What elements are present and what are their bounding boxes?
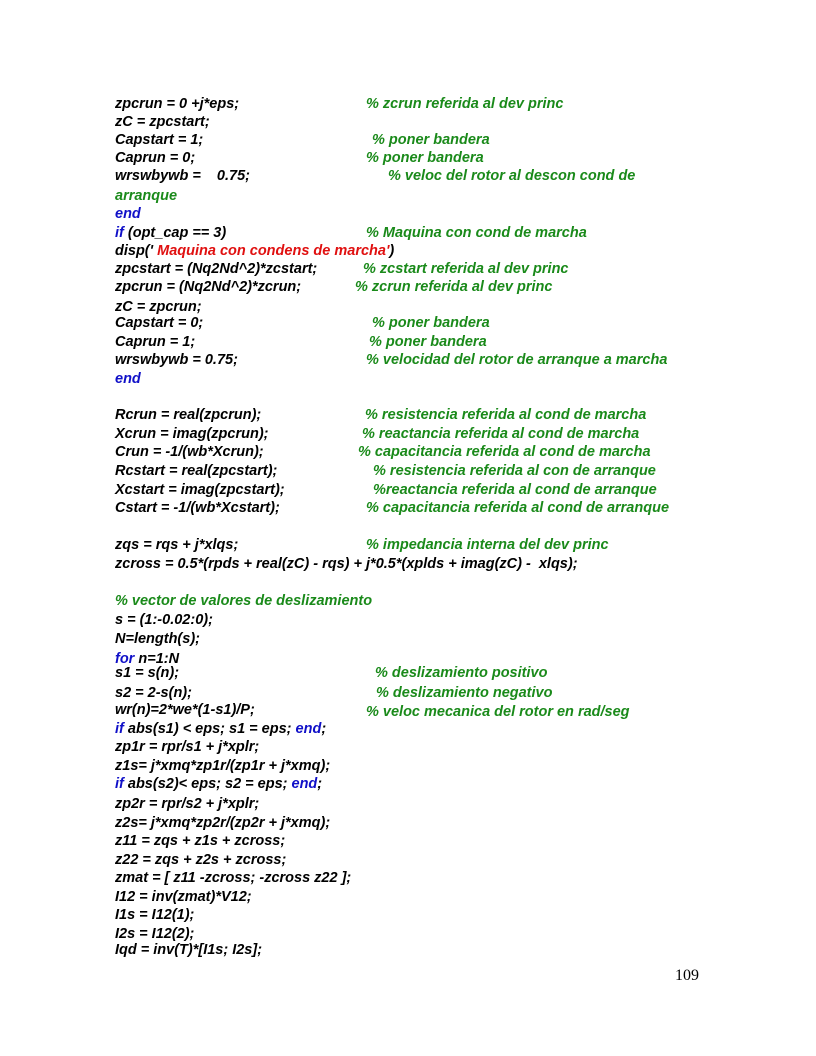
code-line: zpcstart = (Nq2Nd^2)*zcstart;: [115, 261, 318, 277]
code-keyword: if: [115, 225, 124, 241]
code-line: zmat = [ z11 -zcross; -zcross z22 ];: [115, 870, 352, 886]
code-comment: % velocidad del rotor de arranque a marcha: [366, 352, 668, 368]
code-comment: % resistencia referida al con de arranque: [373, 463, 656, 479]
code-comment-line: % vector de valores de deslizamiento: [115, 593, 373, 609]
code-comment: % zcstart referida al dev princ: [363, 261, 569, 277]
code-comment: % reactancia referida al cond de marcha: [362, 426, 640, 442]
code-line: Iqd = inv(T)*[I1s; I2s];: [115, 942, 263, 958]
code-keyword-line: end: [115, 206, 141, 222]
code-line: wrswbywb = 0.75;: [115, 352, 238, 368]
code-comment: % veloc mecanica del rotor en rad/seg: [366, 704, 630, 720]
code-line: Capstart = 0;: [115, 315, 204, 331]
code-line: Xcrun = imag(zpcrun);: [115, 426, 269, 442]
code-keyword: if: [115, 776, 124, 792]
code-comment: % deslizamiento positivo: [375, 665, 548, 681]
code-comment: % poner bandera: [372, 132, 490, 148]
code-comment: % zcrun referida al dev princ: [355, 279, 553, 295]
code-text: disp(': [115, 243, 154, 259]
code-line: zp2r = rpr/s2 + j*xplr;: [115, 796, 260, 812]
code-line: Crun = -1/(wb*Xcrun);: [115, 444, 264, 460]
code-text: zpcrun = 0 +j*eps;: [115, 96, 240, 112]
code-line: [115, 242, 394, 260]
code-line: zpcrun = (Nq2Nd^2)*zcrun;: [115, 279, 302, 295]
code-line: z22 = zqs + z2s + zcross;: [115, 852, 287, 868]
code-text: ;: [317, 776, 323, 792]
code-line: s1 = s(n);: [115, 665, 180, 681]
code-line: zcross = 0.5*(rpds + real(zC) - rqs) + j*0.5*(xplds + imag(zC) - xlqs);: [115, 556, 578, 572]
code-line: zC = zpcstart;: [115, 114, 210, 130]
code-line: Capstart = 1;: [115, 132, 204, 148]
code-comment: % capacitancia referida al cond de arranque: [366, 500, 670, 516]
code-comment: % impedancia interna del dev princ: [366, 537, 609, 553]
code-keyword: end: [291, 776, 318, 792]
page-number: 109: [675, 967, 699, 984]
code-comment: % poner bandera: [366, 150, 484, 166]
code-line: Rcstart = real(zpcstart);: [115, 463, 278, 479]
code-line: Caprun = 0;: [115, 150, 196, 166]
code-text: ): [389, 243, 395, 259]
code-line: zC = zpcrun;: [115, 299, 202, 315]
code-line: Cstart = -1/(wb*Xcstart);: [115, 500, 280, 516]
code-line: zqs = rqs + j*xlqs;: [115, 537, 239, 553]
code-line: Caprun = 1;: [115, 334, 196, 350]
code-comment: % Maquina con cond de marcha: [366, 225, 587, 241]
code-line: I2s = I12(2);: [115, 926, 195, 942]
code-line: Xcstart = imag(zpcstart);: [115, 482, 285, 498]
code-text: ;: [321, 721, 327, 737]
code-text: (opt_cap == 3): [123, 225, 227, 241]
code-keyword-line: end: [115, 371, 141, 387]
code-line: z1s= j*xmq*zp1r/(zp1r + j*xmq);: [115, 758, 331, 774]
code-comment-continuation: arranque: [115, 188, 178, 204]
code-line: z11 = zqs + z1s + zcross;: [115, 833, 286, 849]
code-line: I1s = I12(1);: [115, 907, 195, 923]
code-line: [115, 775, 322, 793]
code-line: wrswbywb = 0.75;: [115, 168, 250, 184]
code-line: [115, 95, 239, 113]
code-line: [115, 720, 326, 738]
code-string: Maquina con condens de marcha': [153, 243, 390, 259]
code-comment: % zcrun referida al dev princ: [366, 96, 564, 112]
code-line: wr(n)=2*we*(1-s1)/P;: [115, 702, 255, 718]
code-line: zp1r = rpr/s1 + j*xplr;: [115, 739, 260, 755]
code-keyword: for: [115, 651, 135, 667]
code-comment: % resistencia referida al cond de marcha: [365, 407, 647, 423]
code-text: abs(s2)< eps; s2 = eps;: [123, 776, 292, 792]
code-text: n=1:N: [134, 651, 180, 667]
code-line: z2s= j*xmq*zp2r/(zp2r + j*xmq);: [115, 815, 331, 831]
code-line: s2 = 2-s(n);: [115, 685, 192, 701]
code-comment: % poner bandera: [369, 334, 487, 350]
code-comment: % deslizamiento negativo: [376, 685, 553, 701]
code-comment: % poner bandera: [372, 315, 490, 331]
code-comment: % veloc del rotor al descon cond de: [388, 168, 636, 184]
code-comment: % capacitancia referida al cond de marcha: [358, 444, 651, 460]
code-text: abs(s1) < eps; s1 = eps;: [123, 721, 296, 737]
code-line: s = (1:-0.02:0);: [115, 612, 213, 628]
code-keyword: end: [295, 721, 322, 737]
code-keyword: if: [115, 721, 124, 737]
code-comment: %reactancia referida al cond de arranque: [373, 482, 657, 498]
code-line: [115, 224, 226, 242]
code-line: I12 = inv(zmat)*V12;: [115, 889, 252, 905]
code-line: Rcrun = real(zpcrun);: [115, 407, 262, 423]
code-line: N=length(s);: [115, 631, 200, 647]
